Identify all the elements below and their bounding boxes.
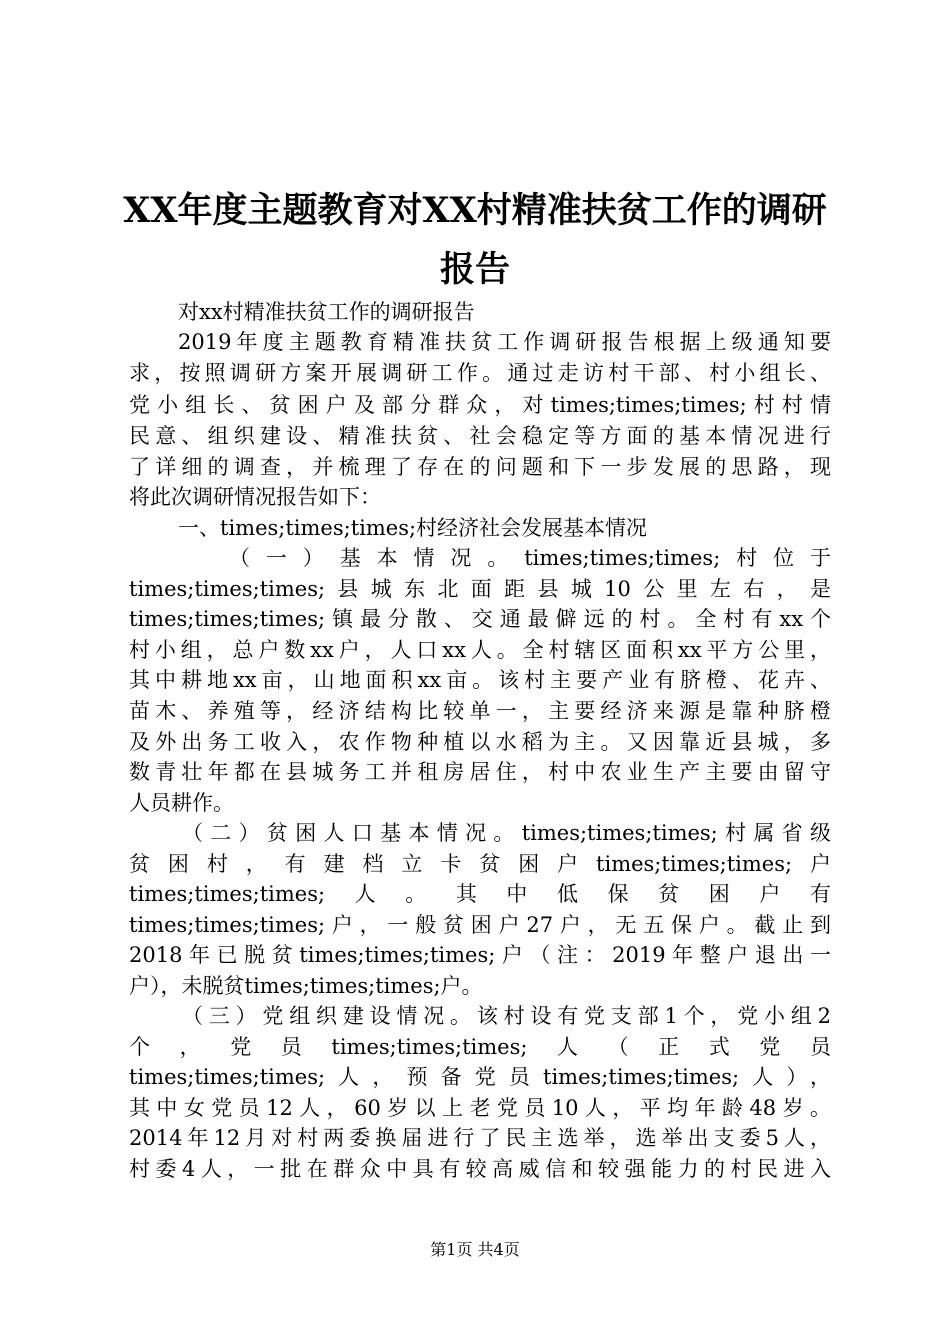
document-title-line-2: 报告 [439,249,510,290]
body-line: 了详细的调查，并梳理了存在的问题和下一步发展的思路，现 [129,455,831,479]
body-line: 求，按照调研方案开展调研工作。通过走访村干部、村小组长、 [129,361,831,385]
body-line: 贫困村，有建档立卡贫困户times;times;times;户 [129,852,831,876]
body-line: 户），未脱贫times;times;times;户。 [129,974,483,998]
body-line: （二）贫困人口基本情况。times;times;times;村属省级 [182,821,831,845]
body-line: （一）基本情况。times;times;times;村位于 [229,546,831,570]
body-line: 党小组长、贫困户及部分群众，对times;times;times;村村情 [129,393,831,417]
body-line: 苗木、养殖等，经济结构比较单一，主要经济来源是靠种脐橙 [129,699,831,723]
body-line: 村委4人，一批在群众中具有较高威信和较强能力的村民进入 [129,1157,831,1181]
body-line: 对xx村精准扶贫工作的调研报告 [178,300,475,324]
body-line: 数青壮年都在县城务工并租房居住，村中农业生产主要由留守 [129,760,831,784]
body-line: times;times;times;人。其中低保贫困户有 [129,882,831,906]
page-number: 第1页 共4页 [430,1240,520,1259]
body-line: times;times;times;镇最分散、交通最僻远的村。全村有xx个 [129,607,831,631]
body-line: 民意、组织建设、精准扶贫、社会稳定等方面的基本情况进行 [129,424,831,448]
body-line: 将此次调研情况报告如下： [129,485,381,509]
document-title-line-1: XX年度主题教育对XX村精准扶贫工作的调研 [123,190,827,231]
body-line: 2014年12月对村两委换届进行了民主选举，选举出支委5人， [129,1126,831,1150]
body-line: 及外出务工收入，农作物种植以水稻为主。又因靠近县城，多 [129,730,831,754]
body-line: （三）党组织建设情况。该村设有党支部1个，党小组2 [182,1004,831,1028]
body-line: 其中耕地xx亩，山地面积xx亩。该村主要产业有脐橙、花卉、 [129,668,831,692]
section-heading: 一、times;times;times;村经济社会发展基本情况 [178,516,648,540]
body-line: 村小组，总户数xx户，人口xx人。全村辖区面积xx平方公里， [129,638,831,662]
body-line: 其中女党员12人，60岁以上老党员10人，平均年龄48岁。 [129,1096,831,1120]
body-line: 2019年度主题教育精准扶贫工作调研报告根据上级通知要 [178,330,831,354]
body-line: 人员耕作。 [129,791,234,815]
body-line: times;times;times;县城东北面距县城10公里左右，是 [129,577,831,601]
body-line: 2018年已脱贫times;times;times;户（注：2019年整户退出一 [129,943,831,967]
body-line: times;times;times;户，一般贫困户27户，无五保户。截止到 [129,913,831,937]
body-line: 个，党员times;times;times;人（正式党员 [129,1035,831,1059]
body-line: times;times;times;人，预备党员times;times;times;人）， [129,1065,831,1089]
